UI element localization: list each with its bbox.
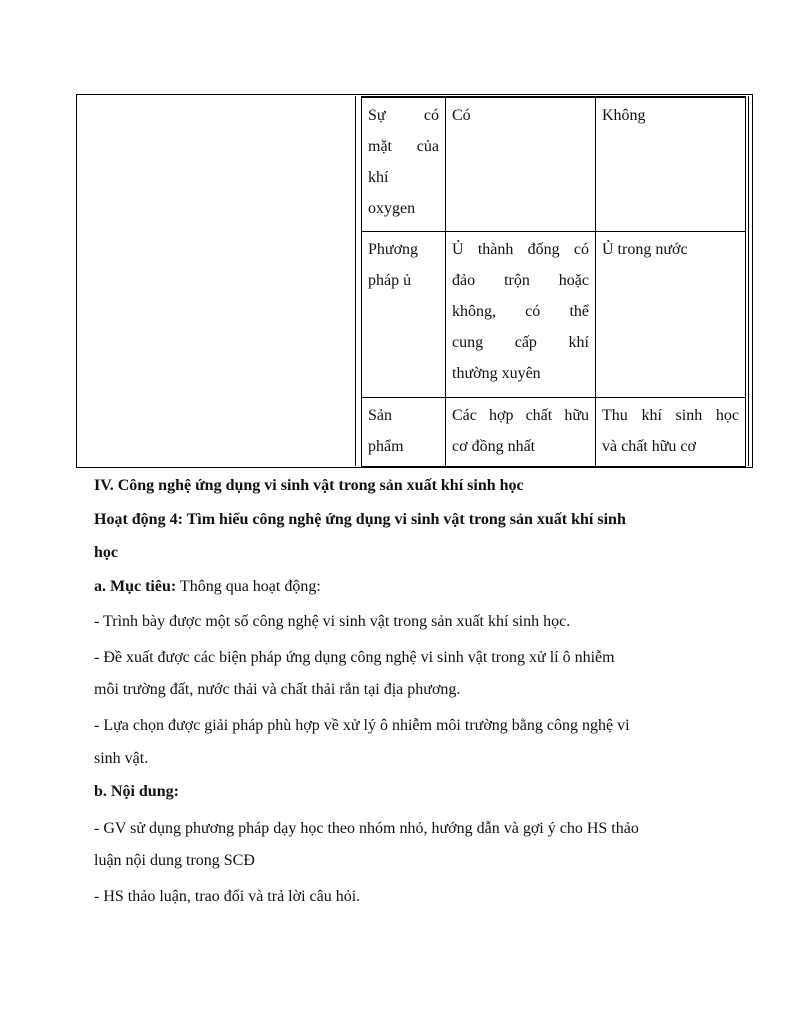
cell-line: cung cấp khí — [452, 333, 589, 351]
content-item: - HS thảo luận, trao đổi và trả lời câu hỏi. — [94, 888, 361, 905]
table-cell-label — [362, 97, 446, 231]
cell-line: đảo trộn hoặc — [452, 271, 589, 289]
table-row — [362, 231, 746, 397]
cell-line: Phương — [368, 240, 419, 258]
cell-line: khí — [368, 169, 389, 186]
activity-heading: Hoạt động 4: Tìm hiểu công nghệ ứng dụng vi sinh vật trong sản xuất khí sinh — [94, 511, 626, 528]
objective-line — [94, 570, 714, 603]
cell-line: mặt của — [368, 138, 439, 155]
cell-line: Không — [602, 107, 646, 124]
content-item: - GV sử dụng phương pháp dạy học theo nhóm nhỏ, hướng dẫn và gợi ý cho HS thảo — [94, 820, 639, 837]
cell-line: Các hợp chất hữu — [452, 406, 589, 424]
table-cell — [446, 97, 596, 231]
comparison-table-frame — [76, 94, 753, 468]
comparison-table — [361, 96, 746, 468]
cell-line: Sự có — [368, 107, 439, 124]
cell-line: pháp ủ — [368, 271, 412, 289]
content-label: b. Nội dung: — [94, 783, 179, 800]
table-cell-label — [362, 397, 446, 467]
table-cell — [446, 397, 596, 467]
cell-line: Ủ trong nước — [602, 240, 688, 258]
cell-line: Có — [452, 107, 471, 124]
section-heading: IV. Công nghệ ứng dụng vi sinh vật trong sản xuất khí sinh học — [94, 477, 524, 494]
cell-line: phẩm — [368, 437, 404, 455]
cell-line: Sản — [368, 406, 392, 424]
table-cell — [596, 231, 746, 397]
activity-heading-cont: học — [94, 544, 118, 561]
table-cell-label — [362, 231, 446, 397]
table-cell — [596, 97, 746, 231]
table-row — [362, 97, 746, 231]
cell-line: Thu khí sinh học — [602, 406, 739, 424]
cell-line: thường xuyên — [452, 364, 541, 382]
cell-line: không, có thể — [452, 302, 589, 320]
objective-label: a. Mục tiêu: — [94, 578, 177, 595]
objective-item: sinh vật. — [94, 750, 149, 767]
objective-item: - Trình bày được một số công nghệ vi sinh vật trong sản xuất khí sinh học. — [94, 613, 571, 630]
cell-line: và chất hữu cơ — [602, 437, 696, 455]
objective-text: Thông qua hoạt động: — [176, 578, 321, 595]
cell-line: oxygen — [368, 200, 416, 217]
objective-item: - Đề xuất được các biện pháp ứng dụng công nghệ vi sinh vật trong xử lí ô nhiễm — [94, 649, 615, 666]
cell-line: Ủ thành đống có — [452, 240, 589, 258]
content-item: luận nội dung trong SCĐ — [94, 852, 255, 869]
table-row — [362, 397, 746, 467]
objective-item: - Lựa chọn được giải pháp phù hợp về xử lý ô nhiễm môi trường bằng công nghệ vi — [94, 717, 630, 734]
table-cell — [446, 231, 596, 397]
objective-item: môi trường đất, nước thải và chất thải rắn tại địa phương. — [94, 681, 461, 698]
table-cell — [596, 397, 746, 467]
cell-line: cơ đồng nhất — [452, 437, 536, 455]
